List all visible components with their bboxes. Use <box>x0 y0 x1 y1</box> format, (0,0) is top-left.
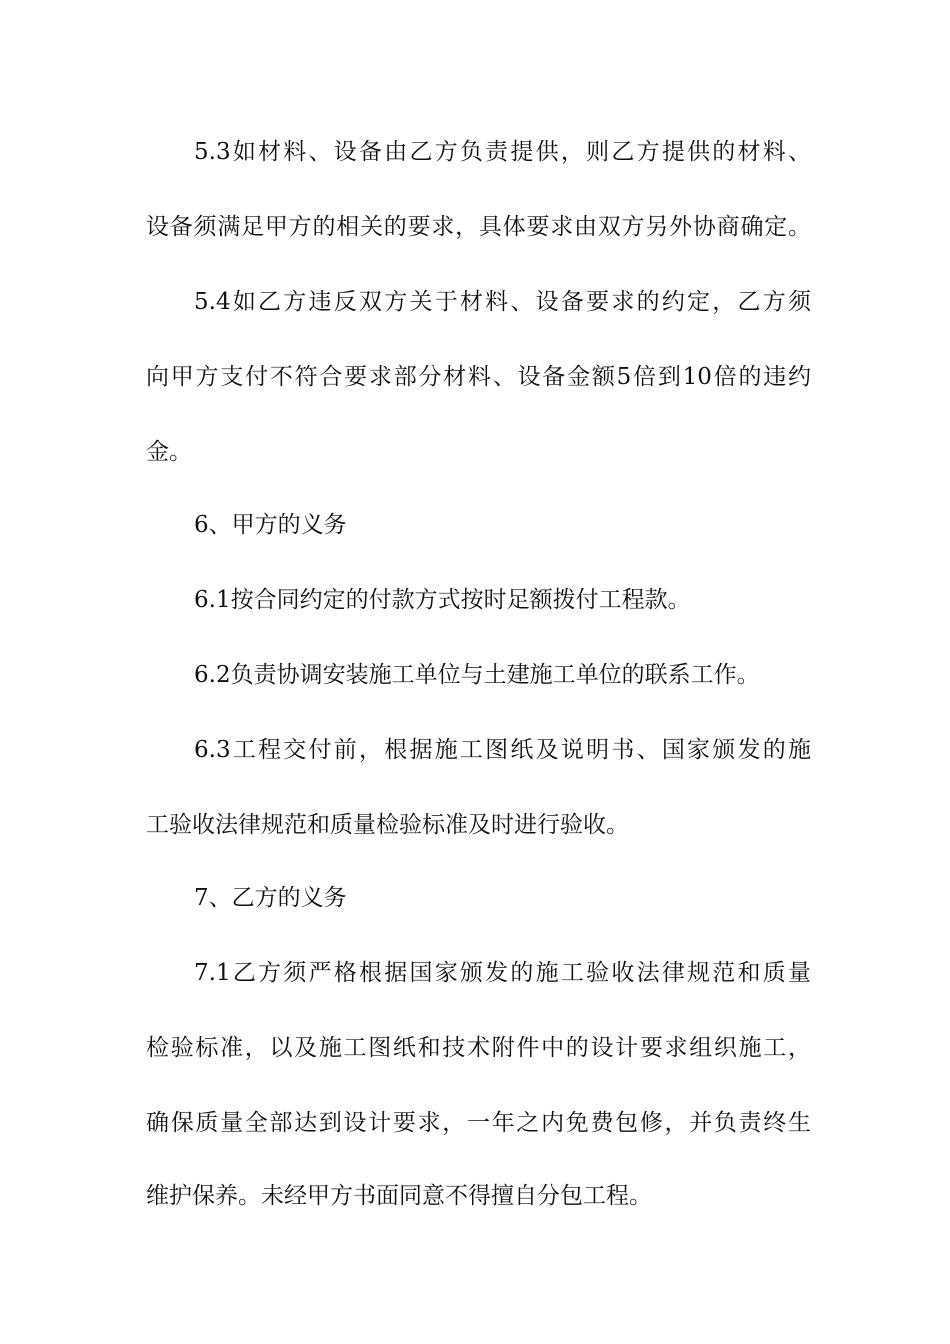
clause-5-4-line-2: 向甲方支付不符合要求部分材料、设备金额5倍到10倍的违约 <box>146 364 811 390</box>
clause-6-3-line-1: 6.3工程交付前，根据施工图纸及说明书、国家颁发的施 <box>194 737 811 763</box>
clause-7-1-line-1: 7.1乙方须严格根据国家颁发的施工验收法律规范和质量 <box>194 960 811 986</box>
clause-6-1: 6.1按合同约定的付款方式按时足额拨付工程款。 <box>194 587 691 613</box>
clause-5-4-line-3: 金。 <box>146 439 192 465</box>
clause-5-3-line-1: 5.3如材料、设备由乙方负责提供，则乙方提供的材料、 <box>194 139 811 165</box>
clause-7-1-line-2: 检验标准，以及施工图纸和技术附件中的设计要求组织施工， <box>146 1035 811 1061</box>
section-6-heading: 6、甲方的义务 <box>194 512 347 538</box>
clause-7-1-line-3: 确保质量全部达到设计要求，一年之内免费包修，并负责终生 <box>146 1110 811 1136</box>
clause-5-4-line-1: 5.4如乙方违反双方关于材料、设备要求的约定，乙方须 <box>194 289 811 315</box>
clause-5-3-line-2: 设备须满足甲方的相关的要求，具体要求由双方另外协商确定。 <box>146 214 811 240</box>
clause-6-2: 6.2负责协调安装施工单位与土建施工单位的联系工作。 <box>194 662 760 688</box>
clause-6-3-line-2: 工验收法律规范和质量检验标准及时进行验收。 <box>146 812 629 838</box>
clause-7-1-line-4: 维护保养。未经甲方书面同意不得擅自分包工程。 <box>146 1183 652 1209</box>
section-7-heading: 7、乙方的义务 <box>194 885 347 911</box>
